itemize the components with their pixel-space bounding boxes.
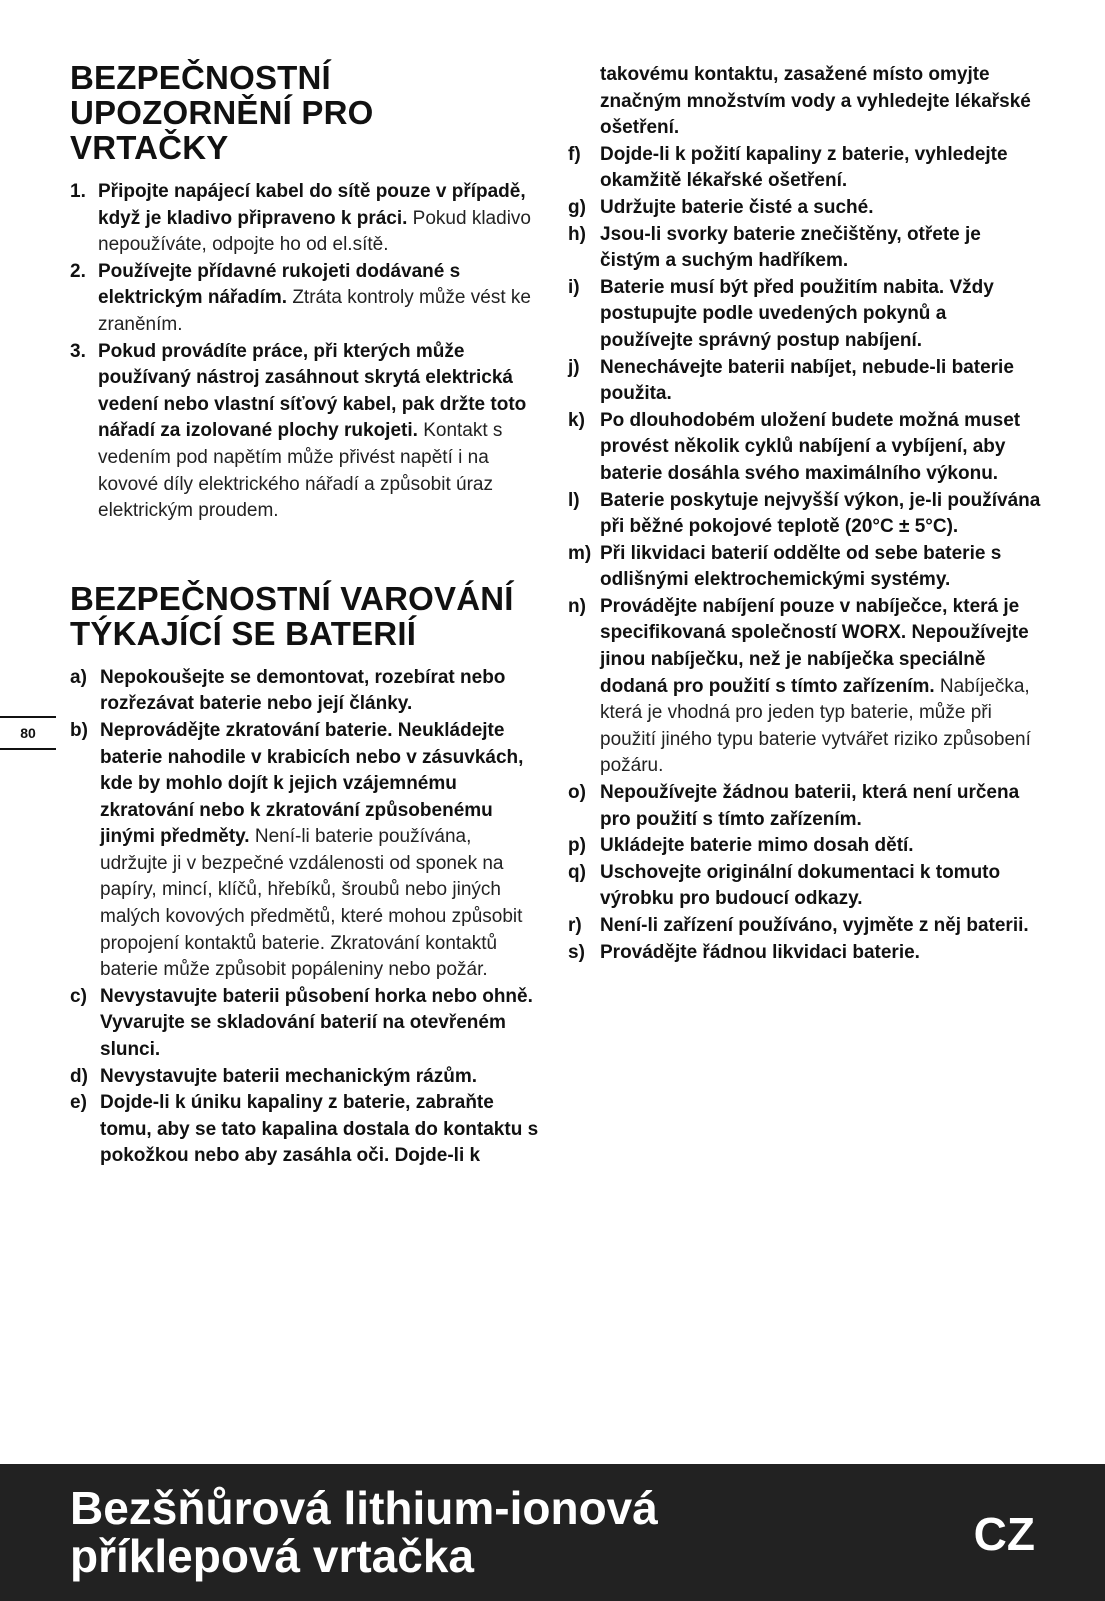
- list-marker: g): [568, 196, 586, 218]
- list-marker: 1.: [70, 181, 86, 202]
- list-item: [568, 940, 1043, 967]
- instruction-bold: Uschovejte originální dokumentaci k tomuto výrobku pro budoucí odkazy.: [600, 861, 1001, 910]
- instruction-bold: Při likvidaci baterií oddělte od sebe baterie s odlišnými elektrochemickými systémy.: [600, 542, 1002, 591]
- numbered-list: [70, 179, 540, 525]
- alpha-list-left: [70, 665, 540, 1170]
- list-marker: f): [568, 143, 581, 165]
- product-title: Bezšňůrová lithium-ionová příklepová vrtačka: [70, 1482, 658, 1582]
- instruction-bold: Připojte napájecí kabel do sítě pouze v případě, když je kladivo připraveno k práci.: [98, 181, 526, 229]
- list-item: [568, 222, 1043, 275]
- list-item: [568, 594, 1043, 780]
- instruction-bold: Neprovádějte zkratování baterie. Neukládejte baterie nahodile v krabicích nebo v zásuvkách, kde by mohlo dojít k jejich vzájemnému zkratování nebo k zkratování způsobenému jinými předměty.: [100, 719, 524, 848]
- list-item: [70, 1090, 540, 1170]
- list-marker: n): [568, 595, 586, 617]
- footer-banner: [0, 1464, 1105, 1601]
- instruction-detail: Není-li baterie používána, udržujte ji v bezpečné vzdálenosti od sponek na papíry, mincí, klíčů, hřebíků, šroubů nebo jiných malých kovových předmětů, které mohou způsobit propojení kontaktů baterie. Zkratování kontaktů baterie může způsobit popáleniny nebo požár.: [100, 826, 523, 981]
- list-marker: m): [568, 542, 592, 564]
- instruction-bold: Pokud provádíte práce, při kterých může používaný nástroj zasáhnout skrytá elektrická vedení nebo vlastní síťový kabel, pak držte toto nářadí za izolované plochy rukojeti.: [98, 340, 527, 442]
- list-item: [70, 179, 540, 259]
- alpha-list-right: [568, 142, 1043, 966]
- instruction-bold: Ukládejte baterie mimo dosah dětí.: [600, 835, 914, 857]
- section-heading-batteries: BEZPEČNOSTNÍ VAROVÁNÍ TÝKAJÍCÍ SE BATERIÍ: [70, 579, 514, 652]
- list-marker: j): [568, 356, 580, 378]
- list-item: [70, 984, 540, 1064]
- list-item: [568, 355, 1043, 408]
- instruction-bold: Po dlouhodobém uložení budete možná muset provést několik cyklů nabíjení a vybíjení, aby baterie dosáhla svého maximálního výkonu.: [600, 409, 1021, 484]
- list-marker: a): [70, 666, 87, 688]
- list-marker: i): [568, 276, 580, 298]
- list-marker: k): [568, 409, 585, 431]
- list-marker: r): [568, 915, 582, 936]
- instruction-bold: Nepoužívejte žádnou baterii, která není určena pro použití s tímto zařízením.: [600, 782, 1020, 830]
- list-item: [70, 259, 540, 339]
- list-item: [568, 780, 1043, 833]
- list-item: [568, 275, 1043, 355]
- instruction-bold: Baterie musí být před použitím nabita. Vždy postupujte podle uvedených pokynů a používejte správný postup nabíjení.: [600, 276, 994, 351]
- instruction-detail: Nabíječka, která je vhodná pro jeden typ baterie, může při použití jiného typu baterie vytvářet riziko způsobení požáru.: [600, 675, 1031, 777]
- list-item: [568, 488, 1043, 541]
- instruction-bold: Dojde-li k úniku kapaliny z baterie, zabraňte tomu, aby se tato kapalina dostala do kontaktu s pokožkou nebo aby zasáhla oči. Dojde-li k: [100, 1092, 539, 1167]
- list-marker: h): [568, 223, 586, 245]
- instruction-bold: Baterie poskytuje nejvyšší výkon, je-li používána při běžné pokojové teplotě (20°C ± 5°C).: [600, 489, 1041, 538]
- list-marker: 2.: [70, 260, 86, 282]
- instruction-bold: Používejte přídavné rukojeti dodávané s elektrickým nářadím.: [98, 260, 461, 309]
- list-marker: c): [70, 985, 87, 1007]
- instruction-bold: Nevystavujte baterii působení horka nebo ohně. Vyvarujte se skladování baterií na otevřeném slunci.: [100, 985, 533, 1061]
- list-item: [568, 142, 1043, 195]
- list-item: [568, 541, 1043, 594]
- list-marker: e): [70, 1092, 87, 1114]
- list-marker: 3.: [70, 340, 86, 362]
- list-item: [568, 195, 1043, 222]
- list-item: [70, 339, 540, 525]
- list-item-continuation: [568, 62, 1043, 142]
- instruction-detail: Ztráta kontroly může vést ke zraněním.: [98, 287, 531, 335]
- instruction-detail: Pokud kladivo nepoužíváte, odpojte ho od el.sítě.: [98, 207, 531, 256]
- list-item: [70, 665, 540, 718]
- list-item: [70, 1064, 540, 1091]
- section-heading-drills: BEZPEČNOSTNÍ UPOZORNĚNÍ PRO VRTAČKY: [70, 59, 374, 166]
- page-number: 80: [0, 716, 56, 750]
- instruction-bold: Udržujte baterie čisté a suché.: [600, 196, 874, 218]
- list-marker: s): [568, 941, 585, 963]
- instruction-detail: Kontakt s vedením pod napětím může přivést napětí i na kovové díly elektrického nářadí a způsobit úraz elektrickým proudem.: [98, 420, 503, 522]
- list-item: [568, 860, 1043, 913]
- instruction-bold: Není-li zařízení používáno, vyjměte z něj baterii.: [600, 915, 1029, 936]
- instruction-bold: Provádějte nabíjení pouze v nabíječce, která je specifikovaná společností WORX. Nepoužívejte jinou nabíječku, než je nabíječka speciálně dodaná pro použití s tímto zařízením.: [600, 595, 1029, 697]
- left-column: [70, 60, 540, 1170]
- list-marker: p): [568, 835, 586, 857]
- list-item: [568, 833, 1043, 860]
- list-item: [568, 913, 1043, 940]
- instruction-bold: Provádějte řádnou likvidaci baterie.: [600, 941, 920, 963]
- list-marker: q): [568, 861, 586, 883]
- continuation-text: takovému kontaktu, zasažené místo omyjte značným množstvím vody a vyhledejte lékařské ošetření.: [600, 64, 1031, 139]
- list-marker: d): [70, 1065, 88, 1087]
- instruction-bold: Jsou-li svorky baterie znečištěny, otřete je čistým a suchým hadříkem.: [600, 223, 981, 272]
- instruction-bold: Nenechávejte baterii nabíjet, nebude-li baterie použita.: [600, 356, 1014, 405]
- list-item: [70, 718, 540, 984]
- list-marker: b): [70, 719, 88, 741]
- list-marker: o): [568, 782, 586, 804]
- instruction-bold: Nevystavujte baterii mechanickým rázům.: [100, 1065, 478, 1087]
- instruction-bold: Dojde-li k požití kapaliny z baterie, vyhledejte okamžitě lékařské ošetření.: [600, 143, 1008, 192]
- instruction-bold: Nepokoušejte se demontovat, rozebírat nebo rozřezávat baterie nebo její články.: [100, 666, 506, 715]
- list-marker: l): [568, 489, 580, 511]
- right-column: [568, 62, 1043, 966]
- language-code: CZ: [973, 1508, 1035, 1560]
- list-item: [568, 408, 1043, 488]
